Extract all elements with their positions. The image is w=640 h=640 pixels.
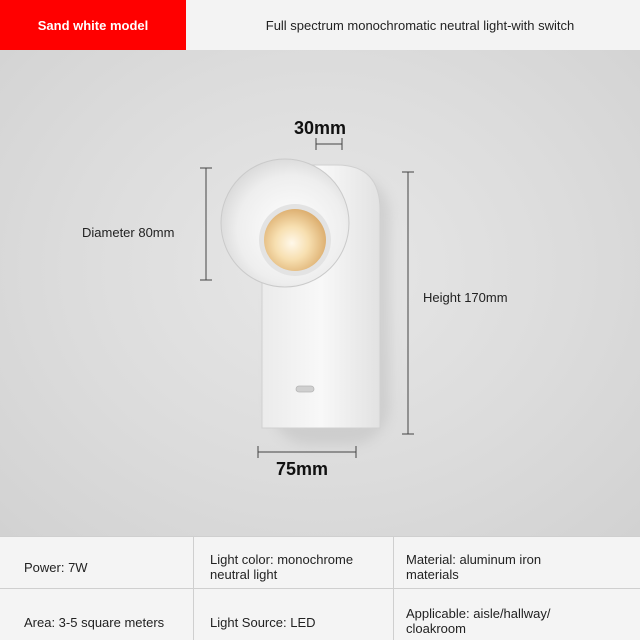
spec-area: Area: 3-5 square meters [24,615,165,630]
switch-slider [296,386,314,392]
spec-applicable [406,606,551,636]
product-image-area [0,50,640,536]
specs-table [0,536,640,640]
depth-label: 30mm [294,118,347,138]
spec-power: Power: 7W [24,560,88,575]
spec-material-line2: materials [406,567,459,582]
spec-material-line1: Material: aluminum iron [406,552,542,567]
table-row-divider [0,588,640,589]
width-label: 75mm [276,459,329,479]
height-label: Height 170mm [423,290,508,305]
table-column-divider [193,536,194,640]
spec-light-source: Light Source: LED [210,615,316,630]
spec-light-color [210,552,353,582]
spec-material [406,552,541,582]
product-subtitle: Full spectrum monochromatic neutral light-with switch [265,17,575,33]
lamp-light [264,209,326,271]
spec-light-color-line2: neutral light [210,567,278,582]
spec-applicable-line1: Applicable: aisle/hallway/ [406,606,551,621]
diameter-label: Diameter 80mm [82,225,175,240]
table-column-divider [393,536,394,640]
spec-applicable-line2: cloakroom [406,621,466,636]
spec-light-color-line1: Light color: monochrome [210,552,354,567]
table-top-divider [0,536,640,537]
header-bar [0,0,640,50]
model-badge: Sand white model [0,0,186,50]
